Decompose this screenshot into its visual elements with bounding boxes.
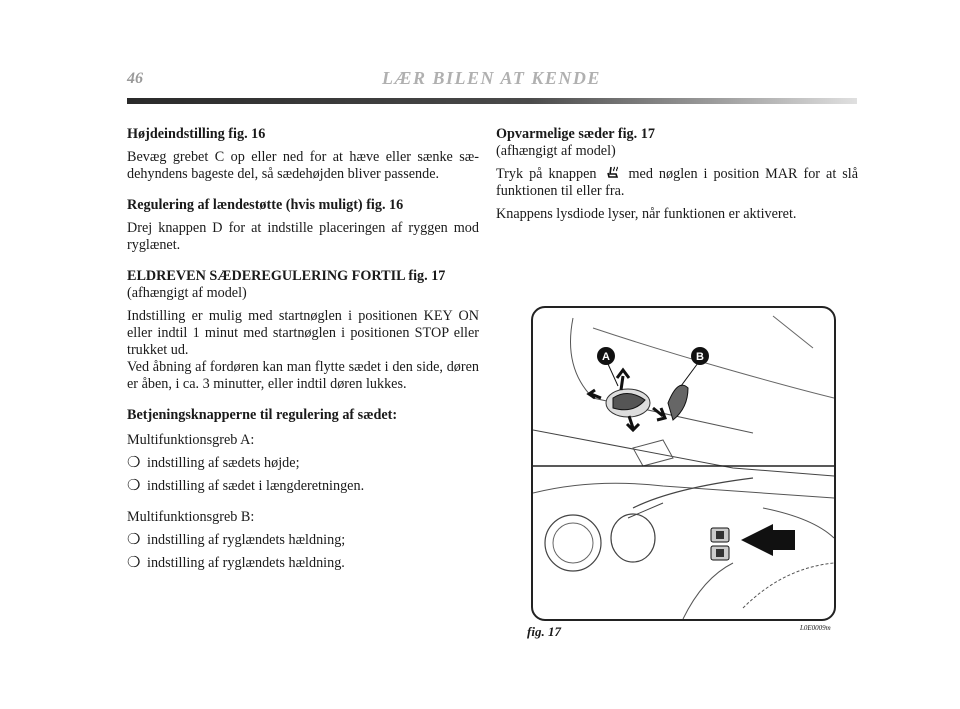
heading-controls: Betjeningsknapperne til regulering af sædet: — [127, 407, 398, 423]
heading-electric-seat: ELDREVEN SÆDEREGULERING FORTIL fig. 17 — [127, 268, 446, 284]
heading-heated-seats-sub: (afhængigt af model) — [496, 143, 616, 159]
para-heated-button: Tryk på knappen med nøglen i position MAR for at slå funktionen til eller fra. — [496, 166, 859, 199]
list-item: ❍ indstilling af ryglændets hældning. — [127, 555, 345, 571]
callout-a: A — [602, 351, 610, 363]
seat-controls-illustration — [533, 308, 834, 619]
para-lumbar: Drej knappen D for at indstille placeringen af ryggen mod ryglænet. — [127, 220, 479, 253]
para-key-on: Indstilling er mulig med startnøglen i positionen KEY ON eller indtil 1 minut med startnøglen i positionen STOP eller trukket ud. — [127, 308, 479, 358]
page-number: 46 — [127, 70, 143, 87]
heated-seat-icon — [605, 166, 621, 180]
para-height-adjust: Bevæg grebet C op eller ned for at hæve eller sænke sæ-dehyndens bageste del, så sædehøjden bliver passende. — [127, 149, 479, 182]
section-title: LÆR BILEN AT KENDE — [382, 68, 601, 88]
left-column — [127, 120, 479, 572]
para-led: Knappens lysdiode lyser, når funktionen er aktiveret. — [496, 206, 797, 222]
figure-code: L0E0009m — [800, 624, 831, 632]
header-rule — [127, 98, 857, 104]
bullet-icon: ❍ — [127, 555, 141, 571]
figure-17 — [531, 306, 836, 621]
heading-electric-seat-sub: (afhængigt af model) — [127, 285, 247, 301]
heading-heated-seats: Opvarmelige sæder fig. 17 — [496, 126, 655, 142]
figure-label: fig. 17 — [527, 624, 561, 639]
bullet-icon: ❍ — [127, 455, 141, 471]
bullet-icon: ❍ — [127, 532, 141, 548]
group-b-label: Multifunktionsgreb B: — [127, 509, 255, 525]
heading-height-adjust: Højdeindstilling fig. 16 — [127, 126, 266, 142]
heading-lumbar: Regulering af lændestøtte (hvis muligt) fig. 16 — [127, 197, 404, 213]
list-item: ❍ indstilling af sædets højde; — [127, 455, 300, 471]
right-column — [496, 120, 858, 223]
list-item: ❍ indstilling af ryglændets hældning; — [127, 532, 346, 548]
group-a-label: Multifunktionsgreb A: — [127, 432, 255, 448]
bullet-icon: ❍ — [127, 478, 141, 494]
list-item: ❍ indstilling af sædet i længderetningen. — [127, 478, 365, 494]
callout-b: B — [696, 351, 704, 363]
para-door-open: Ved åbning af fordøren kan man flytte sædet i den side, døren er åben, i ca. 3 minutter, eller indtil døren lukkes. — [127, 359, 479, 392]
